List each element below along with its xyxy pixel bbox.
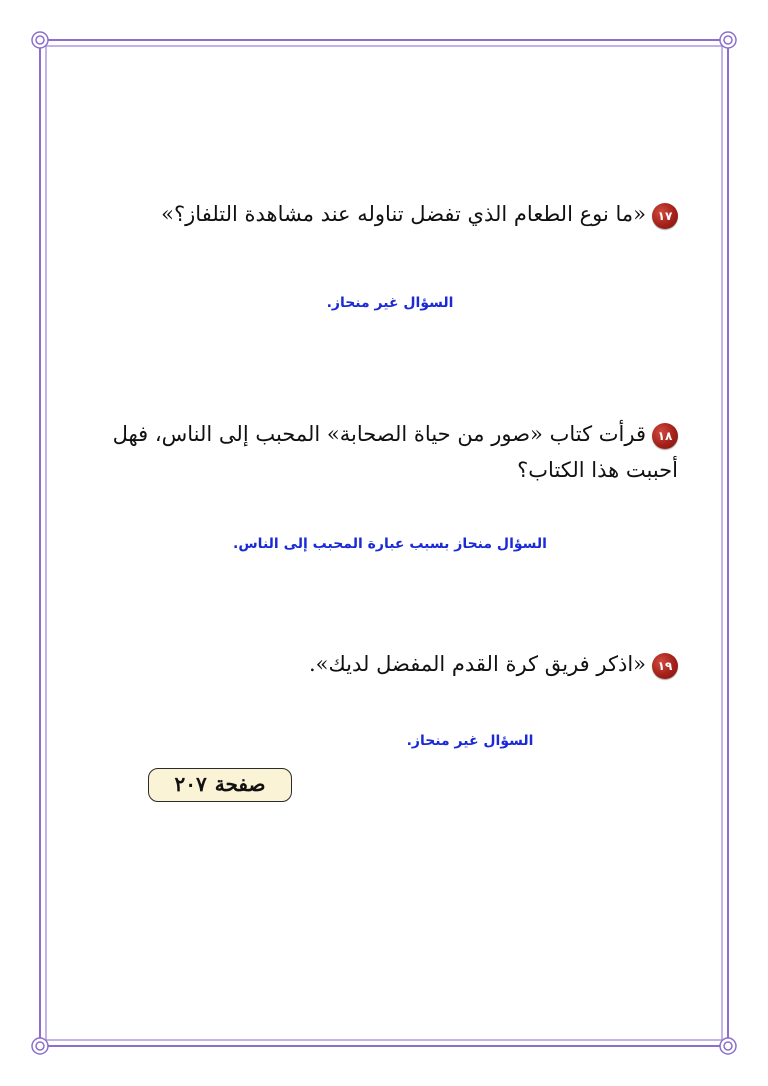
answer-18: السؤال منحاز بسبب عبارة المحبب إلى الناس. [233,536,547,552]
question-text: «ما نوع الطعام الذي تفضل تناوله عند مشاهدة التلفاز؟» [161,202,646,226]
question-number-badge: ١٩ [652,653,678,679]
question-18 [78,416,678,488]
page-word: صفحة [214,772,266,796]
question-17 [78,196,678,232]
page-number-label [148,768,292,802]
question-number-badge: ١٨ [652,423,678,449]
question-text: قرأت كتاب «صور من حياة الصحابة» المحبب إلى الناس، فهل أحببت هذا الكتاب؟ [112,422,678,482]
corner-ornament-top-right [720,32,736,48]
answer-17: السؤال غير منحاز. [326,295,454,311]
question-text: «اذكر فريق كرة القدم المفضل لديك». [308,652,646,676]
corner-ornament-bottom-right [720,1038,736,1054]
corner-ornament-bottom-left [32,1038,48,1054]
page-number: ٢٠٧ [174,772,207,796]
question-19 [78,646,678,682]
question-number-badge: ١٧ [652,203,678,229]
corner-ornament-top-left [32,32,48,48]
answer-19: السؤال غير منحاز. [406,733,534,749]
